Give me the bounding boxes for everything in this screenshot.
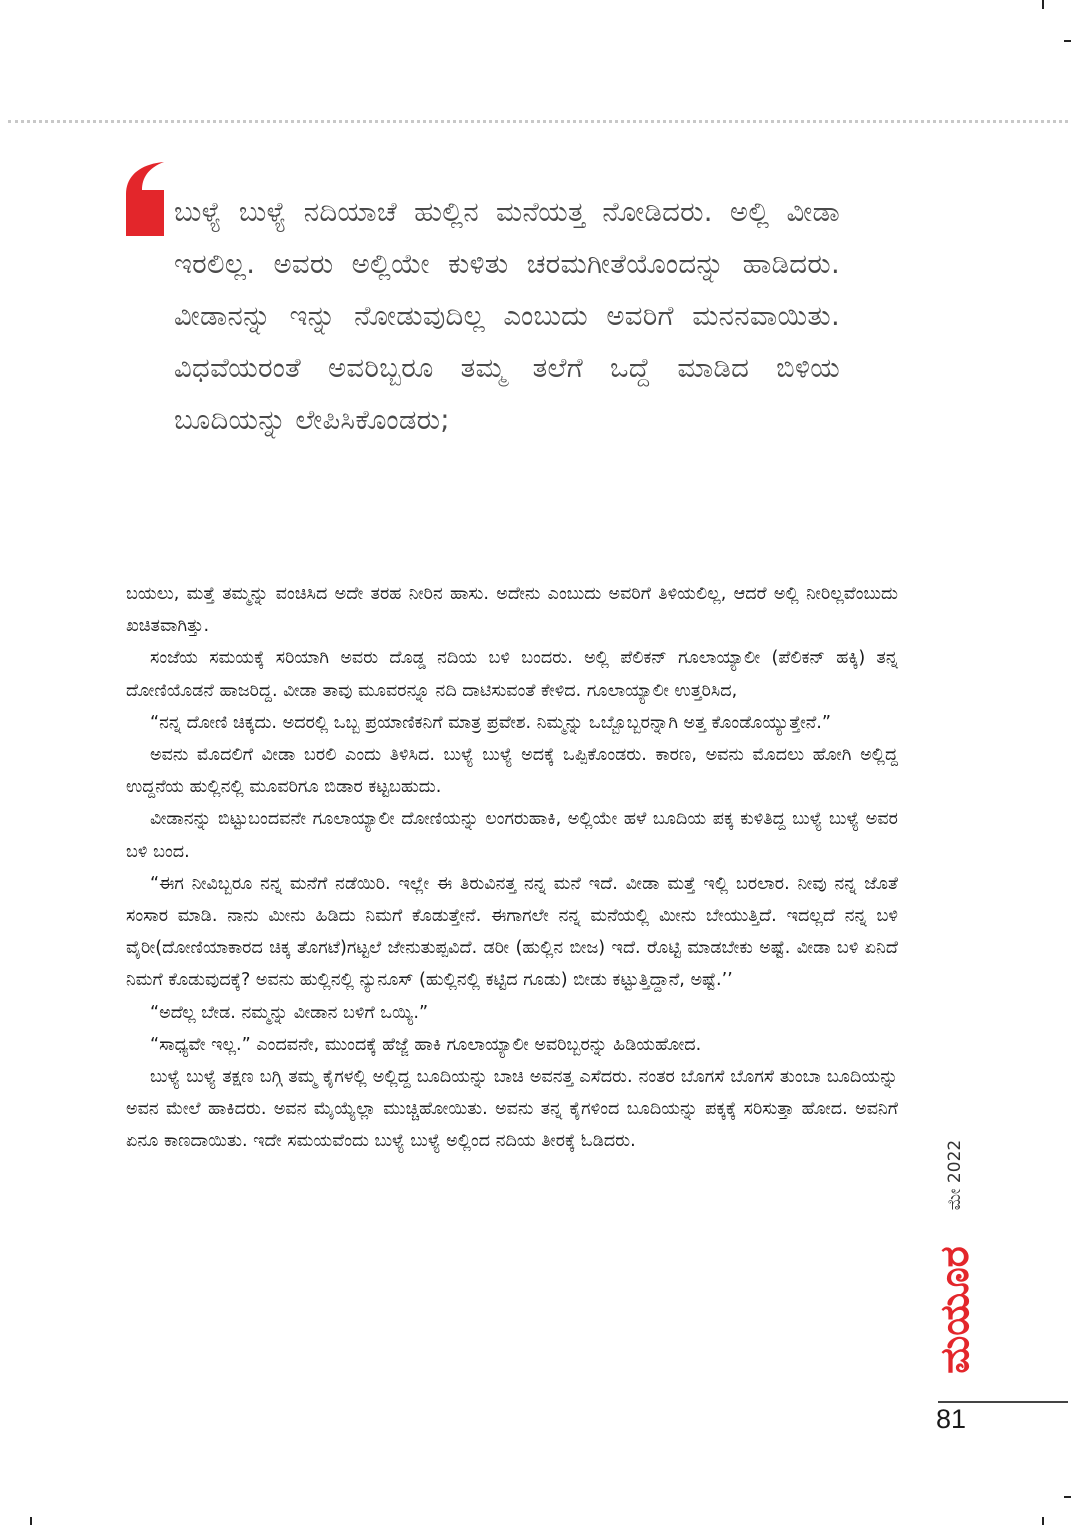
body-paragraph: “ಈಗ ನೀವಿಬ್ಬರೂ ನನ್ನ ಮನೆಗೆ ನಡೆಯಿರಿ. ಇಲ್ಲೇ ಈ ತಿರುವಿನತ್ತ ನನ್ನ ಮನೆ ಇದೆ. ವೀಡಾ ಮತ್ತೆ ಇಲ್ಲಿ ಬರಲಾರ. ನೀವು ನನ್ನ ಜೊತೆ ಸಂಸಾರ ಮಾಡಿ. ನಾನು ಮೀನು ಹಿಡಿದು ನಿಮಗೆ ಕೊಡುತ್ತೇನೆ. ಈಗಾಗಲೇ ನನ್ನ ಮನೆಯಲ್ಲಿ ಮೀನು ಬೇಯುತ್ತಿದೆ. ಇದಲ್ಲದೆ ನನ್ನ ಬಳಿ ವೈರೀ(ದೋಣಿಯಾಕಾರದ ಚಿಕ್ಕ ತೊಗಟೆ)ಗಟ್ಟಲೆ ಜೇನುತುಪ್ಪವಿದೆ. ಡರೀ (ಹುಲ್ಲಿನ ಬೀಜ) ಇದೆ. ರೊಟ್ಟಿ ಮಾಡಬೇಕು ಅಷ್ಟೆ. ವೀಡಾ ಬಳಿ ಏನಿದೆ ನಿಮಗೆ ಕೊಡುವುದಕ್ಕೆ? ಅವನು ಹುಲ್ಲಿನಲ್ಲಿ ನ್ಯುನೂಸ್ (ಹುಲ್ಲಿನಲ್ಲಿ ಕಟ್ಟಿದ ಗೂಡು) ಬೀಡು ಕಟ್ಟುತ್ತಿದ್ದಾನೆ, ಅಷ್ಟೆ.’’ <box>126 873 898 991</box>
body-paragraph: ಬಯಲು, ಮತ್ತೆ ತಮ್ಮನ್ನು ವಂಚಿಸಿದ ಅದೇ ತರಹ ನೀರಿನ ಹಾಸು. ಅದೇನು ಎಂಬುದು ಅವರಿಗೆ ತಿಳಿಯಲಿಲ್ಲ, ಆದರೆ ಅಲ್ಲಿ ನೀರಿಲ್ಲವೆಂಬುದು ಖಚಿತವಾಗಿತ್ತು. <box>126 584 898 637</box>
folio-rule <box>938 1401 1068 1403</box>
body-paragraph: “ನನ್ನ ದೋಣಿ ಚಿಕ್ಕದು. ಅದರಲ್ಲಿ ಒಬ್ಬ ಪ್ರಯಾಣಿಕನಿಗೆ ಮಾತ್ರ ಪ್ರವೇಶ. ನಿಮ್ಮನ್ನು ಒಬ್ಬೊಬ್ಬರನ್ನಾಗಿ ಅತ್ತ ಕೊಂಡೊಯ್ಯುತ್ತೇನೆ.” <box>150 712 831 733</box>
crop-mark <box>30 1517 32 1525</box>
issue-date-text: ಮೇ 2022 <box>945 1139 965 1211</box>
crop-mark <box>1064 1496 1071 1498</box>
opening-quote-mark-icon <box>124 160 168 238</box>
article-body <box>126 578 898 1158</box>
body-paragraph: “ಸಾಧ್ಯವೇ ಇಲ್ಲ.” ಎಂದವನೇ, ಮುಂದಕ್ಕೆ ಹೆಜ್ಜೆ ಹಾಕಿ ಗೂಲಾಯ್ಯಾಲೀ ಅವರಿಬ್ಬರನ್ನು ಹಿಡಿಯಹೋದ. <box>150 1034 702 1055</box>
magazine-name: ಮಯೂರ <box>932 1246 978 1374</box>
crop-mark <box>1064 40 1071 42</box>
magazine-logo <box>925 1225 985 1395</box>
page-number: 81 <box>936 1404 967 1434</box>
body-paragraph: ಅವನು ಮೊದಲಿಗೆ ವೀಡಾ ಬರಲಿ ಎಂದು ತಿಳಿಸಿದ. ಬುಳ್ಯೆ ಬುಳ್ಯೆ ಅದಕ್ಕೆ ಒಪ್ಪಿಕೊಂಡರು. ಕಾರಣ, ಅವನು ಮೊದಲು ಹೋಗಿ ಅಲ್ಲಿದ್ದ ಉದ್ದನೆಯ ಹುಲ್ಲಿನಲ್ಲಿ ಮೂವರಿಗೂ ಬಿಡಾರ ಕಟ್ಟಬಹುದು. <box>126 745 898 798</box>
body-paragraph: ವೀಡಾನನ್ನು ಬಿಟ್ಟುಬಂದವನೇ ಗೂಲಾಯ್ಯಾಲೀ ದೋಣಿಯನ್ನು ಲಂಗರುಹಾಕಿ, ಅಲ್ಲಿಯೇ ಹಳೆ ಬೂದಿಯ ಪಕ್ಕ ಕುಳಿತಿದ್ದ ಬುಳ್ಯೆ ಬುಳ್ಯೆ ಅವರ ಬಳಿ ಬಂದ. <box>126 809 898 862</box>
pull-quote: ಬುಳ್ಯೆ ಬುಳ್ಯೆ ನದಿಯಾಚೆ ಹುಲ್ಲಿನ ಮನೆಯತ್ತ ನೋಡಿದರು. ಅಲ್ಲಿ ವೀಡಾ ಇರಲಿಲ್ಲ. ಅವರು ಅಲ್ಲಿಯೇ ಕುಳಿತು ಚರಮಗೀತೆಯೊಂದನ್ನು ಹಾಡಿದರು. ವೀಡಾನನ್ನು ಇನ್ನು ನೋಡುವುದಿಲ್ಲ ಎಂಬುದು ಅವರಿಗೆ ಮನನವಾಯಿತು. ವಿಧವೆಯರಂತೆ ಅವರಿಬ್ಬರೂ ತಮ್ಮ ತಲೆಗೆ ಒದ್ದೆ ಮಾಡಿದ ಬಿಳಿಯ ಬೂದಿಯನ್ನು ಲೇಪಿಸಿಕೊಂಡರು; <box>174 196 840 436</box>
issue-date <box>925 1125 985 1225</box>
dotted-divider <box>8 120 1068 123</box>
body-paragraph: ಸಂಜೆಯ ಸಮಯಕ್ಕೆ ಸರಿಯಾಗಿ ಅವರು ದೊಡ್ಡ ನದಿಯ ಬಳಿ ಬಂದರು. ಅಲ್ಲಿ ಪೆಲಿಕನ್ ಗೂಲಾಯ್ಯಾಲೀ (ಪೆಲಿಕನ್ ಹಕ್ಕಿ) ತನ್ನ ದೋಣಿಯೊಡನೆ ಹಾಜರಿದ್ದ. ವೀಡಾ ತಾವು ಮೂವರನ್ನೂ ನದಿ ದಾಟಿಸುವಂತೆ ಕೇಳಿದ. ಗೂಲಾಯ್ಯಾಲೀ ಉತ್ತರಿಸಿದ, <box>126 648 898 701</box>
crop-mark <box>1042 0 1044 9</box>
body-paragraph: “ಅದೆಲ್ಲ ಬೇಡ. ನಮ್ಮನ್ನು ವೀಡಾನ ಬಳಿಗೆ ಒಯ್ಯಿ.” <box>150 1002 429 1023</box>
body-paragraph: ಬುಳ್ಯೆ ಬುಳ್ಯೆ ತಕ್ಷಣ ಬಗ್ಗಿ ತಮ್ಮ ಕೈಗಳಲ್ಲಿ ಅಲ್ಲಿದ್ದ ಬೂದಿಯನ್ನು ಬಾಚಿ ಅವನತ್ತ ಎಸೆದರು. ನಂತರ ಬೊಗಸೆ ಬೊಗಸೆ ತುಂಬಾ ಬೂದಿಯನ್ನು ಅವನ ಮೇಲೆ ಹಾಕಿದರು. ಅವನ ಮೈಯ್ಯೆಲ್ಲಾ ಮುಚ್ಚಿಹೋಯಿತು. ಅವನು ತನ್ನ ಕೈಗಳಿಂದ ಬೂದಿಯನ್ನು ಪಕ್ಕಕ್ಕೆ ಸರಿಸುತ್ತಾ ಹೋದ. ಅವನಿಗೆ ಏನೂ ಕಾಣದಾಯಿತು. ಇದೇ ಸಮಯವೆಂದು ಬುಳ್ಯೆ ಬುಳ್ಯೆ ಅಲ್ಲಿಂದ ನದಿಯ ತೀರಕ್ಕೆ ಓಡಿದರು. <box>126 1067 898 1152</box>
crop-mark <box>1042 1517 1044 1525</box>
